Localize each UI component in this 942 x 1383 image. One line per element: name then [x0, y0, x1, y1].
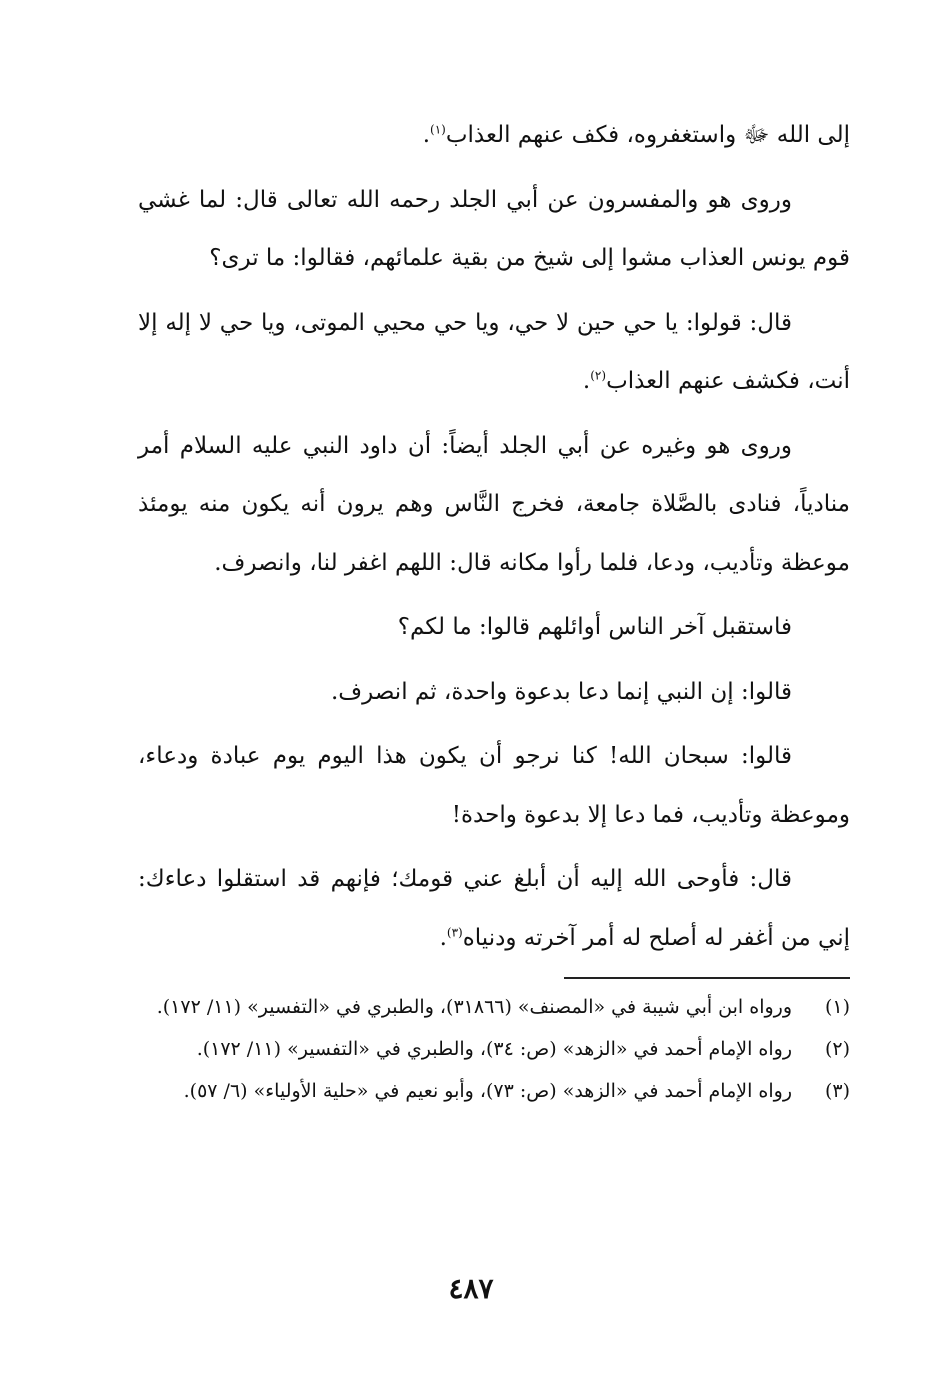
paragraph-3: [138, 294, 850, 411]
footnote-number: (٢): [824, 1038, 850, 1060]
footnote-marker: (٢): [590, 368, 607, 383]
main-text-body: [138, 106, 850, 973]
paragraph-tail: .: [439, 924, 447, 951]
paragraph-8: [138, 850, 850, 967]
page-number: ٤٨٧: [448, 1272, 494, 1305]
footnote-marker: (١): [430, 122, 446, 137]
footnote-text: رواه الإمام أحمد في «الزهد» (ص: ٧٣)، وأبو نعيم في «حلية الأولياء» (٦/ ٥٧).: [183, 1080, 792, 1102]
paragraph-6: [138, 663, 850, 722]
paragraph-text: قال: فأوحى الله إليه أن أبلغ عني قومك؛ فإنهم قد استقلوا دعاءك: إني من أغفر له أصلح له أمر آخرته ودنياه: [138, 866, 850, 951]
footnote-1: [138, 990, 850, 1024]
paragraph-tail: .: [582, 368, 591, 394]
footnote-text: ورواه ابن أبي شيبة في «المصنف» (٣١٨٦٦)، والطبري في «التفسير» (١١/ ١٧٢).: [156, 996, 792, 1018]
footnote-number: (٣): [824, 1080, 850, 1102]
paragraph-text: قال: قولوا: يا حي حين لا حي، ويا حي محيي الموتى، ويا حي لا إله إلا أنت، فكشف عنهم العذاب: [138, 309, 850, 394]
footnote-separator: [564, 977, 850, 979]
paragraph-text: فاستقبل آخر الناس أوائلهم قالوا: ما لكم؟: [397, 614, 792, 640]
paragraph-1: [138, 106, 850, 165]
paragraph-2: [138, 171, 850, 288]
paragraph-5: [138, 598, 850, 657]
paragraph-text: إلى الله ﷻ واستغفروه، فكف عنهم العذاب: [445, 122, 850, 148]
footnote-text: رواه الإمام أحمد في «الزهد» (ص: ٣٤)، والطبري في «التفسير» (١١/ ١٧٢).: [196, 1038, 792, 1060]
footnote-number: (١): [824, 996, 850, 1018]
footnote-marker: (٣): [446, 924, 463, 939]
paragraph-text: وروى هو وغيره عن أبي الجلد أيضاً: أن داود النبي عليه السلام أمر منادياً، فنادى بالصَّلاة جامعة، فخرج النَّاس وهم يرون أنه يكون منه يومئذ موعظة وتأديب، ودعا، فلما رأوا مكانه قال: اللهم اغفر لنا، وانصرف.: [138, 432, 850, 576]
paragraph-text: قالوا: إن النبي إنما دعا بدعوة واحدة، ثم انصرف.: [331, 678, 792, 705]
paragraph-4: [138, 417, 850, 593]
footnote-2: [138, 1032, 850, 1066]
paragraph-text: قالوا: سبحان الله! كنا نرجو أن يكون هذا اليوم يوم عبادة ودعاء، وموعظة وتأديب، فما دعا إلا بدعوة واحدة!: [138, 743, 850, 828]
paragraph-7: [138, 727, 850, 844]
footnotes: [138, 990, 850, 1116]
paragraph-text: وروى هو والمفسرون عن أبي الجلد رحمه الله تعالى قال: لما غشي قوم يونس العذاب مشوا إلى شيخ من بقية علمائهم، فقالوا: ما ترى؟: [138, 186, 850, 271]
footnote-3: [138, 1074, 850, 1108]
paragraph-tail: .: [422, 122, 431, 148]
